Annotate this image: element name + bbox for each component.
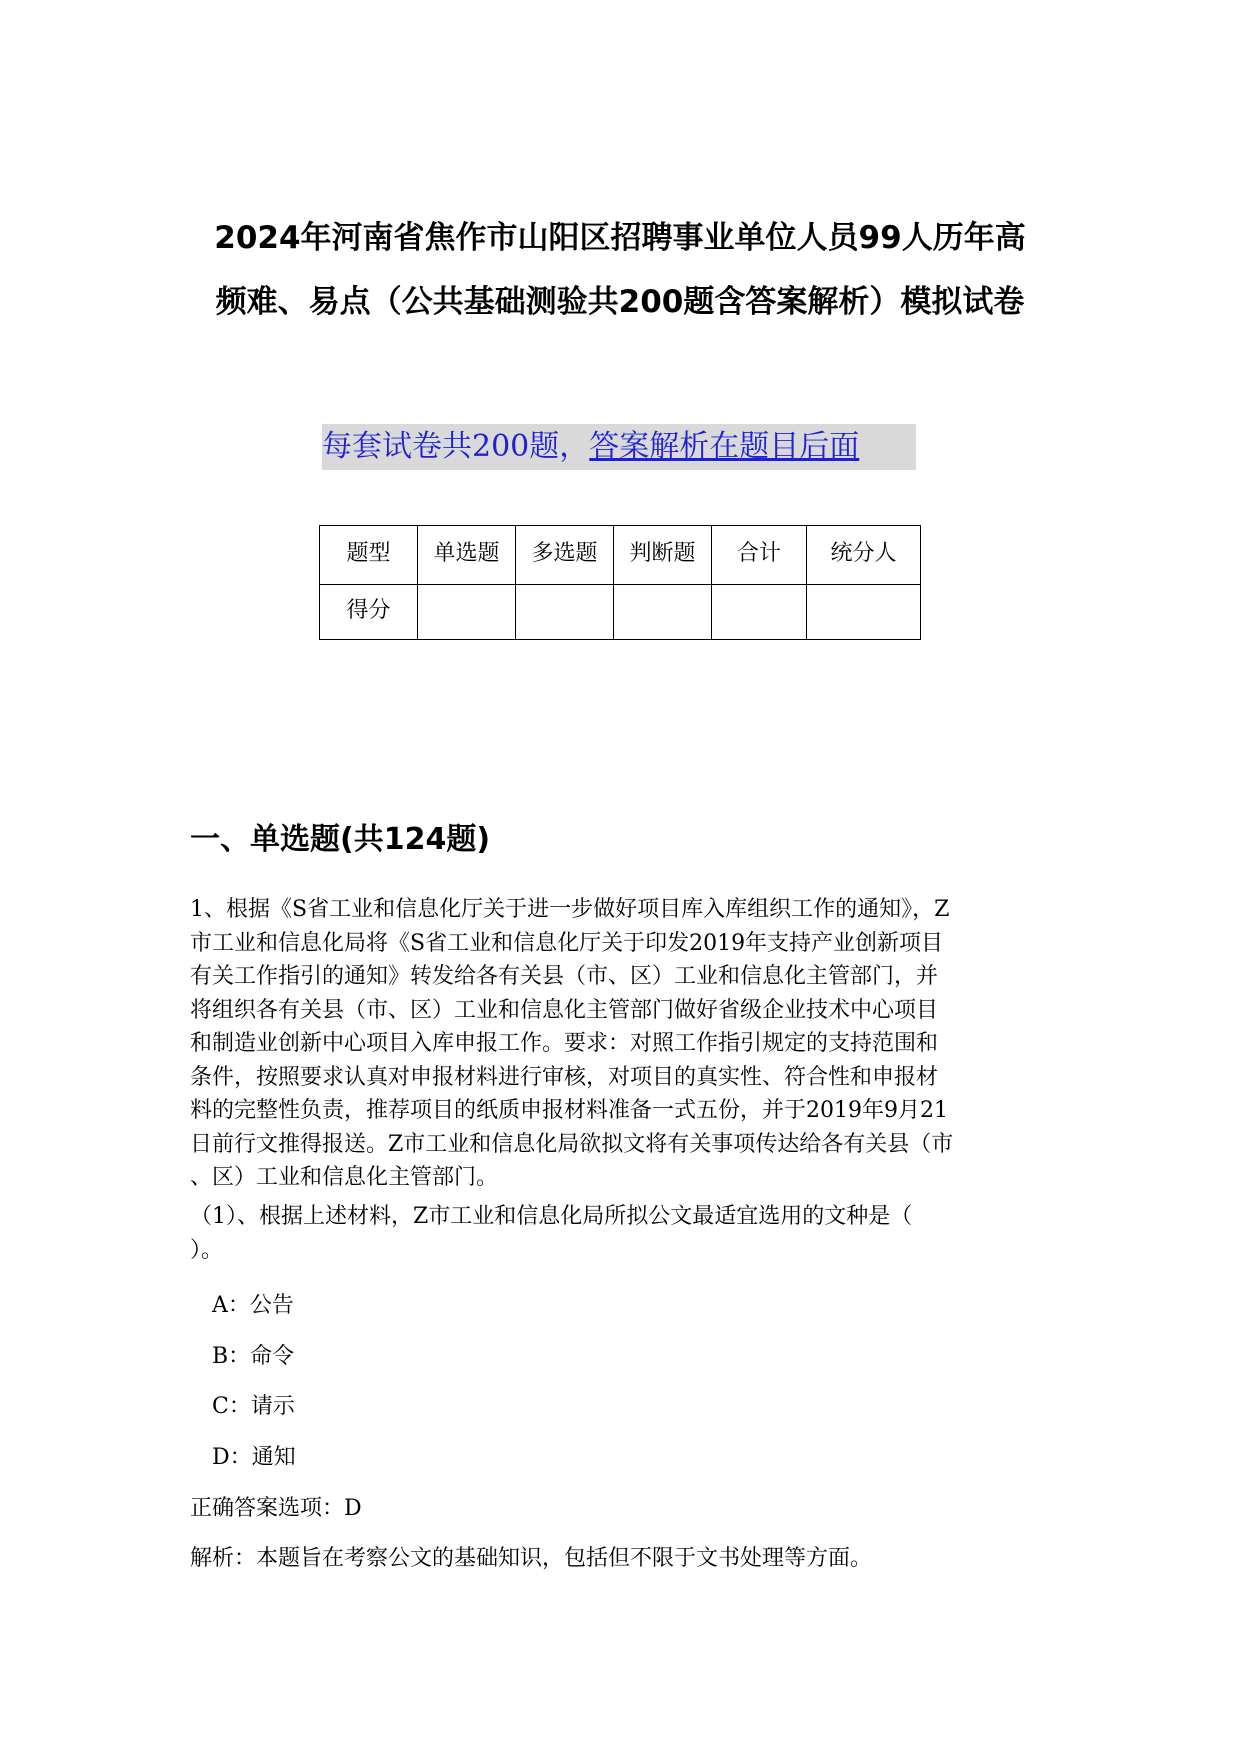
title-line-2: 频难、易点（公共基础测验共200题含答案解析）模拟试卷 [215, 284, 1025, 320]
question-stem-line: 条件，按照要求认真对申报材料进行审核，对项目的真实性、符合性和申报材 [190, 1064, 939, 1090]
score-table [319, 525, 921, 640]
sub-question-1 [190, 1200, 1070, 1267]
question-stem-line: 和制造业创新中心项目入库申报工作。要求：对照工作指引规定的支持范围和 [190, 1031, 939, 1056]
document-title [180, 206, 1060, 334]
question-stem-line: 日前行文推得报送。Z市工业和信息化局欲拟文将有关事项传达给各有关县（市 [190, 1131, 954, 1157]
score-table-header-cell: 判断题 [614, 526, 712, 585]
score-table-header-cell: 合计 [712, 526, 807, 585]
option-b[interactable]: B：命令 [212, 1344, 295, 1369]
question-stem-line: 1、根据《S省工业和信息化厅关于进一步做好项目库入库组织工作的通知》，Z [190, 897, 950, 922]
score-table-header-cell: 单选题 [418, 526, 516, 585]
question-stem-line: 市工业和信息化局将《S省工业和信息化厅关于印发2019年支持产业创新项目 [190, 930, 944, 956]
score-row-label: 得分 [320, 585, 418, 640]
notice-banner [322, 424, 916, 470]
score-table-header-cell: 题型 [320, 526, 418, 585]
question-stem-line: 将组织各有关县（市、区）工业和信息化主管部门做好省级企业技术中心项目 [190, 997, 939, 1023]
answer-analysis: 解析：本题旨在考察公文的基础知识，包括但不限于文书处理等方面。 [190, 1546, 873, 1571]
question-stem-line: 料的完整性负责，推荐项目的纸质申报材料准备一式五份，并于2019年9月21 [190, 1098, 948, 1123]
section-heading-single-choice: 一、单选题(共124题) [190, 822, 491, 857]
score-table-score-row [320, 585, 921, 640]
sub-question-line: （1）、根据上述材料，Z市工业和信息化局所拟公文最适宜选用的文种是（ [190, 1204, 913, 1229]
answer-location-link[interactable]: 答案解析在题目后面 [589, 429, 860, 464]
question-1-stem [190, 893, 1070, 1195]
score-table-header-cell: 统分人 [807, 526, 921, 585]
option-c[interactable]: C：请示 [212, 1394, 295, 1419]
sub-question-line: ）。 [190, 1237, 224, 1263]
score-cell-scorer[interactable] [807, 585, 921, 640]
score-cell-single-choice[interactable] [418, 585, 516, 640]
notice-prefix: 每套试卷共200题， [322, 429, 590, 464]
score-cell-total[interactable] [712, 585, 807, 640]
option-d[interactable]: D：通知 [212, 1445, 296, 1470]
title-line-1: 2024年河南省焦作市山阳区招聘事业单位人员99人历年高 [214, 220, 1026, 256]
score-table-header-cell: 多选题 [516, 526, 614, 585]
score-cell-true-false[interactable] [614, 585, 712, 640]
option-a[interactable]: A：公告 [212, 1293, 294, 1318]
question-stem-line: 、区）工业和信息化主管部门。 [190, 1165, 499, 1190]
score-cell-multiple-choice[interactable] [516, 585, 614, 640]
correct-answer: 正确答案选项：D [190, 1496, 362, 1521]
score-table-header-row [320, 526, 921, 585]
question-stem-line: 有关工作指引的通知》转发给各有关县（市、区）工业和信息化主管部门，并 [190, 964, 939, 989]
